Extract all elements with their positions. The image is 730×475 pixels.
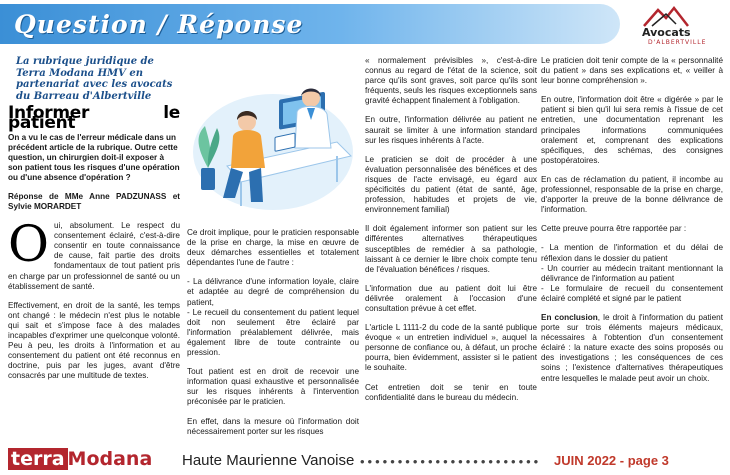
body-paragraph: Le praticien doit tenir compte de la « personnalité du patient » dans ses explications et, « veiller à leur bonne compréhension ».: [541, 56, 723, 86]
article-headline: Informer le patient: [8, 103, 180, 134]
body-paragraph: - La délivrance d'une information loyale, claire et adaptée au degré de compréhension du patient,: [187, 277, 359, 307]
intro-line: La rubrique juridique de: [16, 56, 154, 67]
page-footer: [0, 446, 730, 475]
intro-line: Terra Modana HMV en: [16, 67, 143, 79]
column-4: [541, 56, 723, 393]
body-paragraph: En effet, dans la mesure où l'information doit nécessairement porter sur les risques: [187, 416, 359, 436]
body-paragraph: L'article L 1111-2 du code de la santé publique évoque « un entretien individuel », auquel la personne de confiance ou, à défaut, un proche pourra, bien évidemment, assister si le patient le souhaite.: [365, 323, 537, 373]
body-paragraph: [8, 215, 180, 292]
rubric-intro: [8, 56, 180, 102]
answer-authors: Réponse de MMe Anne PADZUNASS et Sylvie MORARDET: [8, 192, 180, 212]
page-header: [0, 0, 730, 50]
body-paragraph: Cet entretien doit se tenir en toute confidentialité dans le bureau du médecin.: [365, 382, 537, 402]
terra-modana-brand: [8, 448, 152, 470]
body-paragraph: En cas de réclamation du patient, il incombe au professionnel, responsable de la prise en charge, d'apporter la preuve de la bonne délivrance de l'information.: [541, 174, 723, 215]
intro-line: du Barreau d'Albertville: [16, 90, 152, 102]
body-paragraph: En outre, l'information doit être « digérée » par le patient si bien qu'il lui sera remis à l'issue de cet entretien, une documentation reprenant les principales informations communiquées oralement et, comprenant des explications spécifiques, des schémas, des consignes postopératoires.: [541, 95, 723, 165]
conclusion-paragraph: [541, 313, 723, 384]
drop-cap: O: [8, 215, 49, 274]
body-paragraph: Il doit également informer son patient sur les différentes alternatives thérapeutiques susceptibles de remédier à sa pathologie, laissant à ce dernier le libre choix compte tenu de l'évaluation bénéfices / risques.: [365, 224, 537, 274]
body-paragraph: - Le recueil du consentement du patient lequel doit non seulement être éclairé par l'information préalablement délivrée, mais également libre de toute contrainte ou pression.: [187, 307, 359, 358]
brand-modana: Modana: [67, 448, 153, 470]
body-paragraph: « normalement prévisibles », c'est-à-dire connus au regard de l'état de la science, soit parce qu'ils sont graves, soit parce qu'ils sont fréquents, seuls les risques exceptionnels sans gravité échappent finalement à l'obligation.: [365, 56, 537, 106]
body-paragraph: Cette preuve pourra être rapportée par :: [541, 224, 687, 234]
article-lead: On a vu le cas de l'erreur médicale dans un précédent article de la rubrique. Outre cette question, un chirurgien doit-il exposer à son patient tous les risques d'une opération ou d'une absence d'opération ?: [8, 132, 180, 182]
body-text: ui, absolument. Le respect du consentement éclairé, c'est-à-dire consentir en toute connaissance de cause, fait partie des droits fondamentaux de tout patient pris en charge par un professionnel de santé ou un établissement de santé.: [8, 221, 180, 291]
avocats-logo: [628, 4, 724, 48]
brand-terra: terra: [8, 448, 68, 470]
footer-dots: ••••••••••••••••••••••••: [360, 454, 542, 469]
logo-subtitle: D'ALBERTVILLE: [648, 39, 707, 46]
body-paragraph: En outre, l'information délivrée au patient ne saurait se limiter à une information standard sur les risques inhérents à l'acte.: [365, 115, 537, 145]
region-name: Haute Maurienne Vanoise: [182, 452, 355, 469]
logo-word: Avocats: [642, 26, 691, 39]
body-paragraph: L'information due au patient doit lui être délivrée oralement à l'occasion d'une consultation prévue à cet effet.: [365, 283, 537, 313]
section-title: Question / Réponse: [14, 10, 304, 39]
consultation-illustration-icon: [187, 56, 359, 222]
conclusion-text: , le droit à l'information du patient porte sur trois éléments majeurs médicaux, nécessaires à l'obtention d'un consentement éclairé : la nature exacte des soins proposés ou des investigations ; les conséquences de ces soins ; l'existence d'alternatives thérapeutiques entre lesquelles le malade peut avoir un choix.: [541, 312, 723, 383]
body-paragraph: Ce droit implique, pour le praticien responsable de la prise en charge, la mise en œuvre de deux démarches essentielles et totalement dépendantes l'une de l'autre :: [187, 228, 359, 268]
body-paragraph: Tout patient est en droit de recevoir une information quasi exhaustive et personnalisée sur les risques inhérents à l'intervention préconisée par le praticien.: [187, 367, 359, 407]
column-1: [8, 56, 180, 390]
body-paragraph: Le praticien se doit de procéder à une évaluation personnalisée des bénéfices et des risques de l'acte envisagé, eu égard aux spécificités du patient (état de santé, âge, profession, habitudes et projets de vie, environnement familial): [365, 154, 537, 215]
intro-line: partenariat avec les avocats: [16, 79, 173, 91]
column-2: [187, 228, 359, 446]
body-paragraph: - Le formulaire de recueil du consentement éclairé complété et signé par le patient: [541, 283, 723, 303]
column-3: [365, 56, 537, 412]
doctor-patient-illustration: [187, 56, 359, 222]
body-paragraph: - La mention de l'information et du délai de réflexion dans le dossier du patient: [541, 243, 723, 263]
body-paragraph: Effectivement, en droit de la santé, les temps ont changé : le médecin n'est plus le notable qui sait et s'impose face à des malades incapables d'exprimer une quelconque volonté. Peu à peu, les droits à l'information et au consentement du patient ont été reconnus en doctrine, puis par les juges, avant d'être consacrés par une multitude de textes.: [8, 300, 180, 381]
issue-date-page: JUIN 2022 - page 3: [554, 453, 669, 468]
body-paragraph: - Un courrier au médecin traitant mentionnant la délivrance de l'information au patient: [541, 263, 723, 283]
conclusion-label: En conclusion: [541, 312, 598, 322]
